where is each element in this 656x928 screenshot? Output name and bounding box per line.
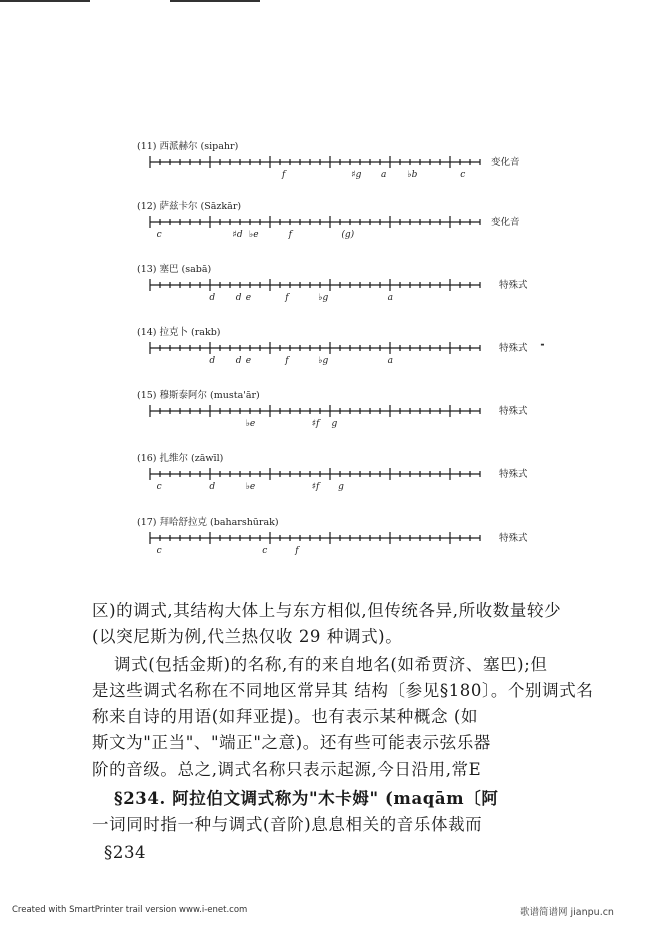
- scale-type-17: 特殊式: [499, 533, 528, 544]
- paragraph-line-3: 调式(包括金斯)的名称,有的来自地名(如希贾济、塞巴);但: [114, 655, 548, 674]
- scale-label-15: (15) 穆斯泰阿尔 (musta'ār): [137, 390, 260, 401]
- scale-staff-16: [150, 468, 490, 490]
- paragraph-line-9: 一词同时指一种与调式(音阶)息息相关的音乐体裁而: [92, 815, 483, 834]
- scale-staff-15: [150, 405, 490, 427]
- note-label: g: [338, 482, 344, 492]
- note-label: ♭g: [318, 356, 329, 366]
- scale-staff-13: [150, 279, 490, 301]
- footer-watermark: 歌谱简谱网 jianpu.cn: [520, 907, 614, 918]
- top-rule-left: [0, 0, 90, 2]
- note-label: d: [209, 356, 216, 366]
- scale-label-14: (14) 拉克卜 (rakb): [137, 327, 221, 338]
- scale-type-12: 变化音: [491, 217, 520, 228]
- scale-label-17: (17) 拜哈舒拉克 (baharshūrak): [137, 517, 279, 528]
- paragraph-line-6: 斯文为"正当"、"端正"之意)。还有些可能表示弦乐器: [92, 733, 491, 752]
- note-label: ♯f: [311, 419, 320, 429]
- scale-type-13: 特殊式: [499, 280, 528, 291]
- scale-type-16: 特殊式: [499, 469, 528, 480]
- scale-type-14: 特殊式: [499, 343, 528, 354]
- note-label: c: [156, 546, 162, 556]
- note-label: g: [331, 419, 338, 429]
- note-label: f: [285, 293, 289, 303]
- note-label: c: [156, 482, 162, 492]
- note-label: d: [209, 293, 216, 303]
- scale-staff-17: [150, 532, 490, 554]
- note-label: c: [262, 546, 268, 556]
- paragraph-line-4: 是这些调式名称在不同地区常异其 结构〔参见§180〕。个别调式名: [92, 681, 594, 700]
- footer-credit: Created with SmartPrinter trail version www.i-enet.com: [12, 905, 248, 915]
- note-label: ♯g: [351, 170, 362, 180]
- paragraph-line-1: 区)的调式,其结构大体上与东方相似,但传统各异,所收数量较少: [92, 601, 562, 620]
- scale-type-15: 特殊式: [499, 406, 528, 417]
- note-label: e: [245, 293, 252, 303]
- scale-staff-14: [150, 342, 490, 364]
- paragraph-line-7: 阶的音级。总之,调式名称只表示起源,今日沿用,常E: [92, 760, 482, 779]
- scale-staff-12: [150, 216, 490, 238]
- note-label: ♯d: [232, 230, 243, 240]
- section-marker: §234: [104, 843, 147, 862]
- scale-label-16: (16) 扎维尔 (zāwīl): [137, 453, 224, 464]
- scale-type-11: 变化音: [491, 157, 520, 168]
- note-label: f: [285, 356, 289, 366]
- note-label: ♭e: [249, 230, 259, 240]
- note-label: f: [295, 546, 299, 556]
- note-label: a: [387, 356, 393, 366]
- note-label: ♭e: [245, 419, 256, 429]
- note-label: ♭b: [407, 170, 418, 180]
- paragraph-line-2: (以突尼斯为例,代兰热仅收 29 种调式)。: [92, 627, 403, 646]
- margin-mark: ╸: [541, 340, 548, 351]
- scale-label-13: (13) 塞巴 (sabā): [137, 264, 212, 275]
- note-label: c: [156, 230, 162, 240]
- top-rule-right: [170, 0, 260, 2]
- scale-label-12: (12) 萨兹卡尔 (Sāzkār): [137, 201, 242, 212]
- scale-label-11: (11) 西派赫尔 (sipahr): [137, 141, 239, 152]
- note-label: d: [235, 293, 242, 303]
- note-label: a: [381, 170, 387, 180]
- note-label: f: [282, 170, 286, 180]
- note-label: c: [460, 170, 466, 180]
- note-label: ♭e: [245, 482, 256, 492]
- note-label: f: [288, 230, 292, 240]
- scale-staff-11: [150, 156, 490, 178]
- note-label: (g): [341, 230, 355, 240]
- note-label: e: [245, 356, 252, 366]
- note-label: d: [235, 356, 242, 366]
- paragraph-line-5: 称来自诗的用语(如拜亚提)。也有表示某种概念 (如: [92, 707, 479, 726]
- section-234-heading: §234. 阿拉伯文调式称为"木卡姆" (maqām〔阿: [114, 789, 499, 808]
- note-label: ♯f: [311, 482, 320, 492]
- note-label: a: [387, 293, 393, 303]
- note-label: ♭g: [318, 293, 329, 303]
- note-label: d: [209, 482, 216, 492]
